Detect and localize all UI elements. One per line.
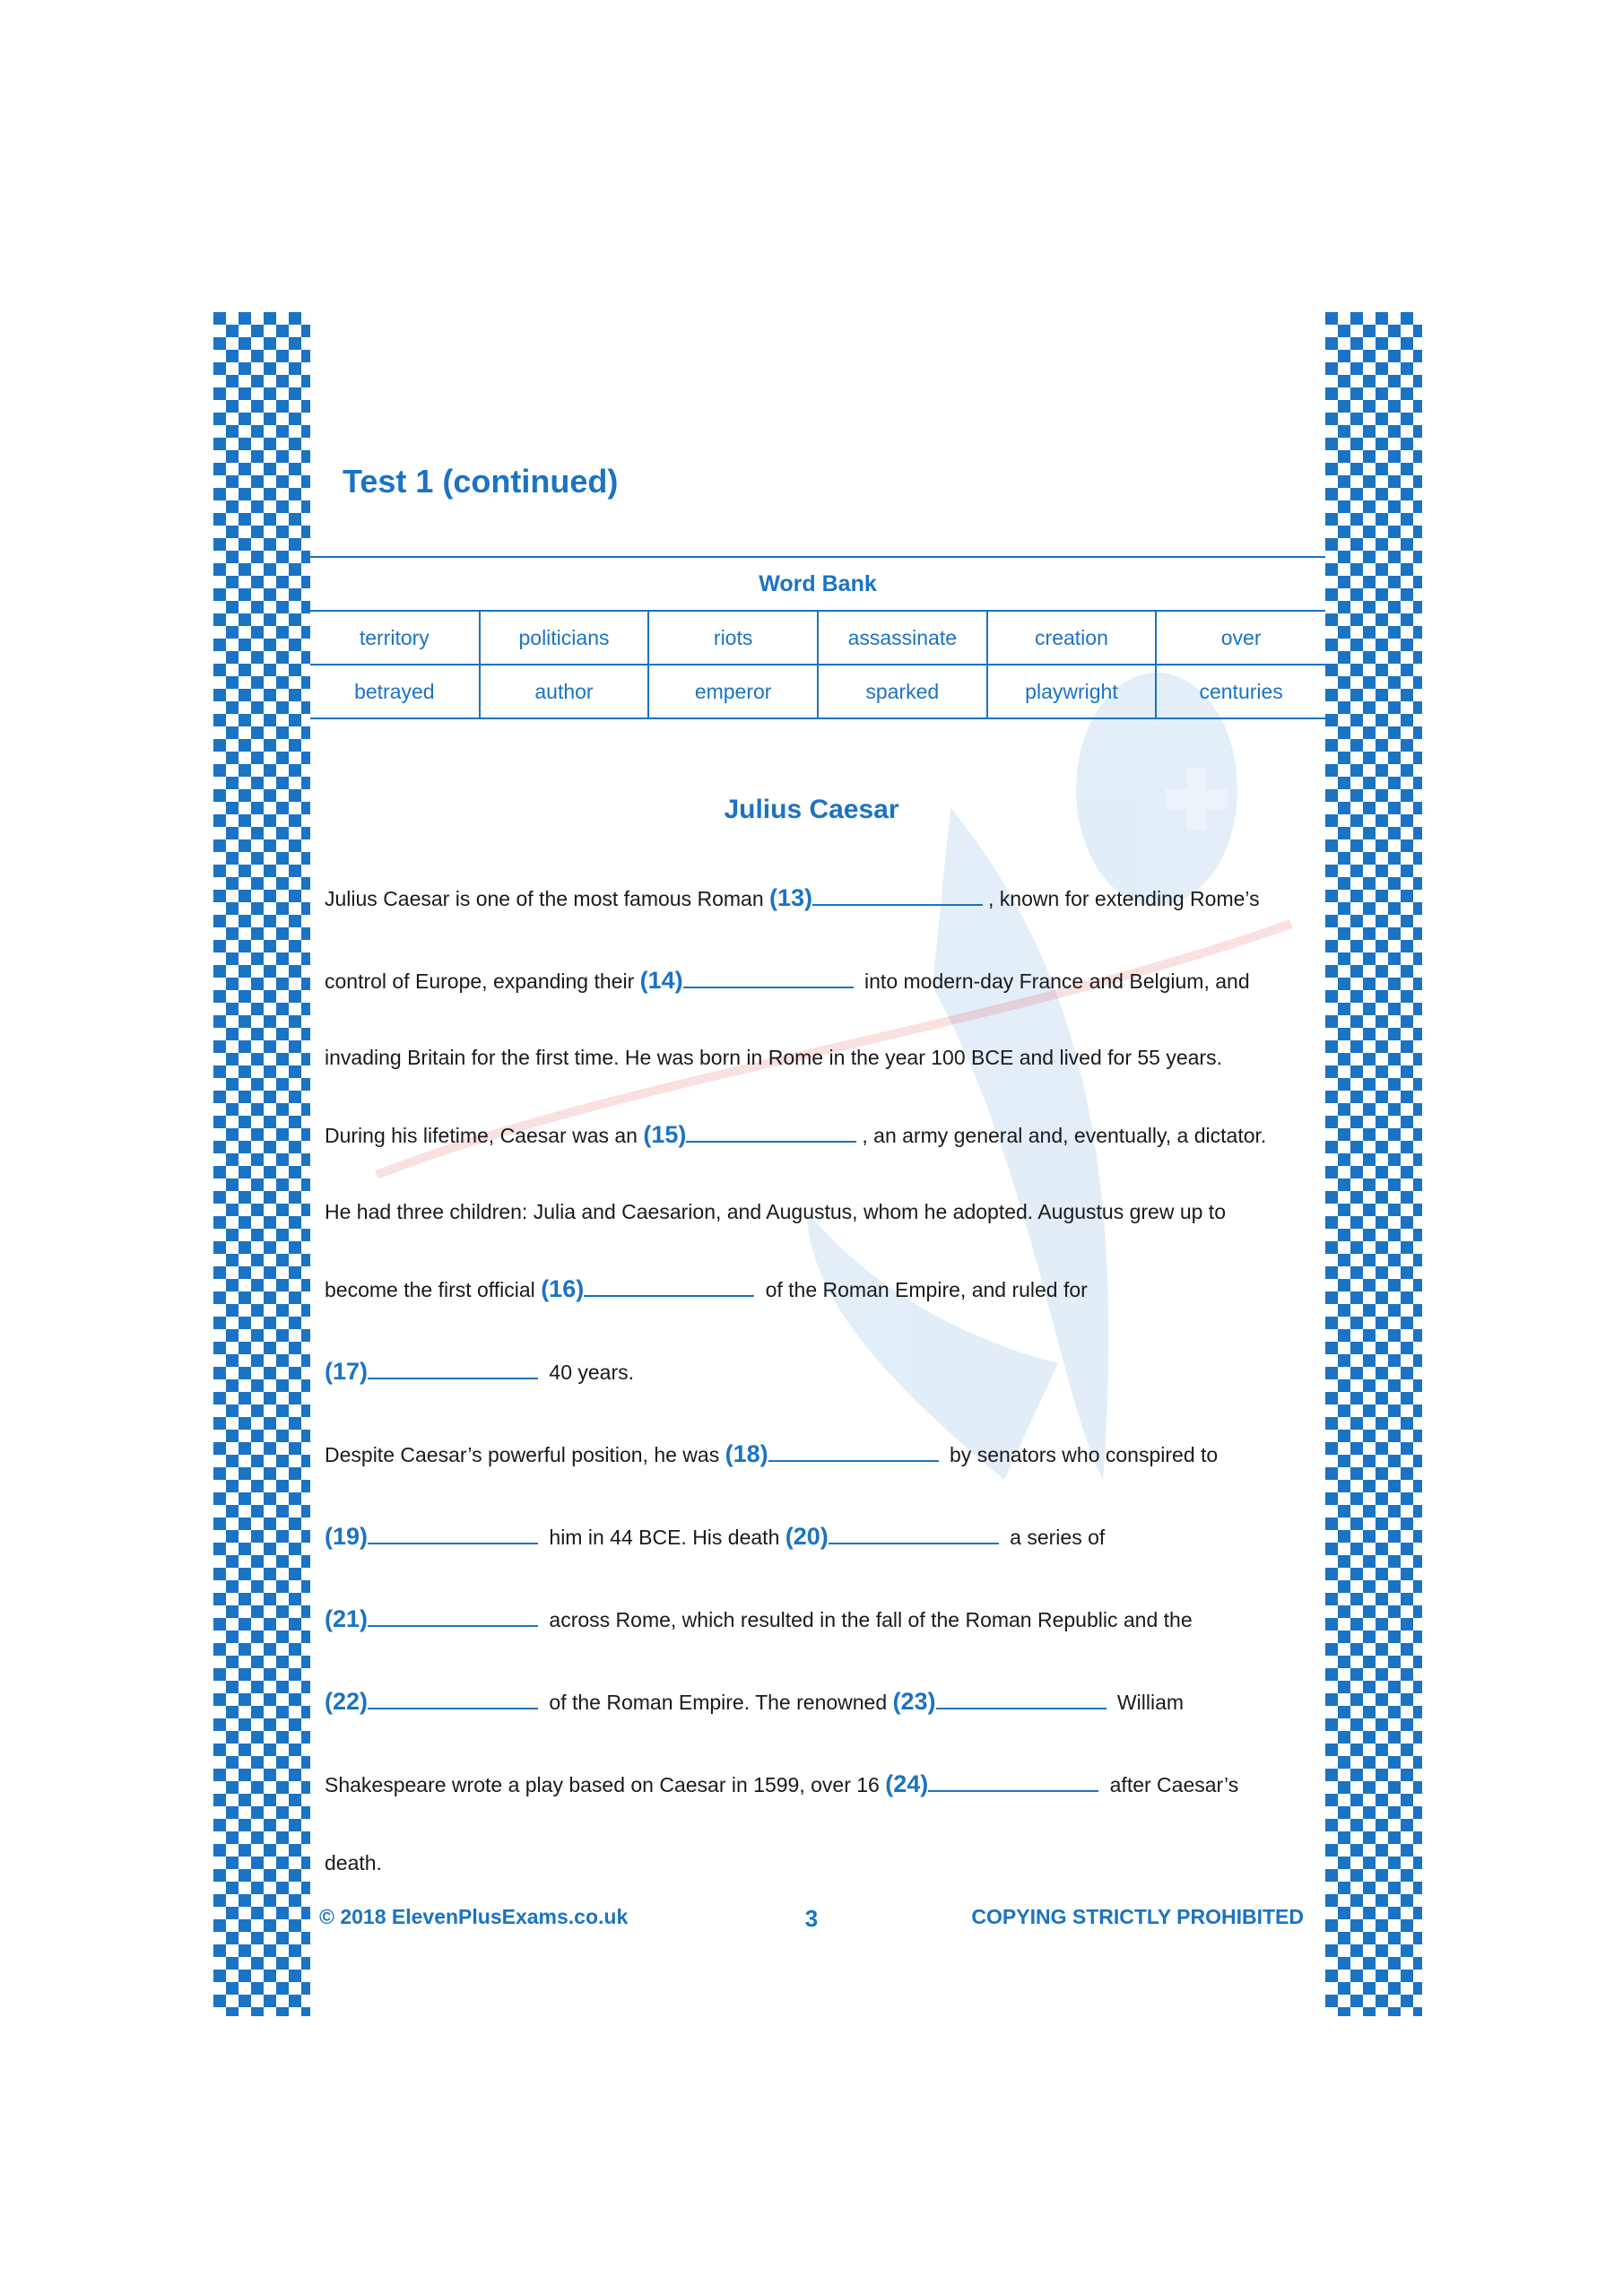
watermark-tail: [807, 1211, 1058, 1480]
passage-line: [325, 1200, 1226, 1224]
word-bank-title: Word Bank: [310, 557, 1325, 611]
word-bank-word: creation: [987, 611, 1157, 665]
passage-line: [325, 1121, 1266, 1149]
answer-blank[interactable]: [368, 1607, 538, 1627]
answer-blank[interactable]: [584, 1277, 754, 1297]
question-number: (14): [639, 967, 683, 994]
footer-page-number: 3: [804, 1905, 819, 1932]
line-text: , known for extending Rome’s: [988, 887, 1260, 910]
line-text: invading Britain for the first time. He was born in Rome in the year 100 BCE and lived for 55 years.: [325, 1046, 1222, 1069]
passage-line: [325, 1046, 1222, 1070]
decorative-border-left: [213, 312, 310, 2016]
passage-line: [325, 1358, 634, 1386]
word-bank-row: [310, 611, 1325, 665]
answer-blank[interactable]: [368, 1360, 538, 1379]
passage-line: [325, 967, 1250, 995]
question-number: (13): [769, 884, 813, 911]
line-text: a series of: [1003, 1526, 1106, 1549]
footer-copyright: © 2018 ElevenPlusExams.co.uk: [319, 1905, 629, 1928]
question-number: (24): [885, 1770, 929, 1797]
word-bank-word: territory: [310, 611, 480, 665]
passage-line: [325, 1523, 1105, 1551]
line-text: into modern-day France and Belgium, and: [858, 970, 1250, 993]
word-bank-word: over: [1156, 611, 1325, 665]
question-number: (18): [725, 1440, 768, 1467]
line-text: by senators who conspired to: [943, 1443, 1219, 1466]
word-bank-word: centuries: [1156, 665, 1325, 718]
word-bank-word: playwright: [987, 665, 1157, 718]
word-bank-row: [310, 665, 1325, 718]
word-bank-word: assassinate: [818, 611, 987, 665]
line-text: control of Europe, expanding their: [325, 970, 635, 993]
answer-blank[interactable]: [768, 1442, 939, 1462]
question-number: (22): [325, 1688, 369, 1715]
answer-blank[interactable]: [368, 1690, 538, 1709]
passage-line: [325, 1770, 1238, 1798]
line-text: him in 44 BCE. His death: [543, 1526, 780, 1549]
line-text: He had three children: Julia and Caesarion, and Augustus, whom he adopted. Augustus grew up to: [325, 1200, 1226, 1223]
answer-blank[interactable]: [829, 1525, 999, 1544]
line-text: death.: [325, 1851, 382, 1874]
line-text: , an army general and, eventually, a dictator.: [862, 1124, 1267, 1147]
word-bank-word: sparked: [818, 665, 987, 718]
question-number: (23): [892, 1688, 936, 1715]
question-number: (15): [643, 1121, 687, 1148]
passage-line: [325, 1275, 1088, 1303]
line-text: across Rome, which resulted in the fall of the Roman Republic and the: [543, 1608, 1193, 1631]
line-text: of the Roman Empire. The renowned: [543, 1691, 888, 1714]
answer-blank[interactable]: [812, 886, 983, 906]
question-number: (16): [541, 1275, 585, 1302]
line-text: Shakespeare wrote a play based on Caesar in 1599, over 16: [325, 1773, 880, 1796]
line-text: Despite Caesar’s powerful position, he was: [325, 1443, 720, 1466]
line-text: 40 years.: [543, 1361, 635, 1384]
passage-line: [325, 1440, 1218, 1468]
line-text: During his lifetime, Caesar was an: [325, 1124, 638, 1147]
answer-blank[interactable]: [928, 1772, 1098, 1792]
passage-line: [325, 1688, 1184, 1716]
line-text: William: [1111, 1691, 1185, 1714]
word-bank-word: betrayed: [310, 665, 480, 718]
word-bank-word: politicians: [480, 611, 649, 665]
word-bank-table: [310, 556, 1325, 719]
answer-blank[interactable]: [683, 969, 854, 988]
decorative-border-right: [1325, 312, 1422, 2016]
passage-line: [325, 884, 1260, 912]
answer-blank[interactable]: [368, 1525, 538, 1544]
line-text: Julius Caesar is one of the most famous Roman: [325, 887, 764, 910]
passage-title: Julius Caesar: [724, 795, 899, 824]
passage-line: [325, 1605, 1193, 1633]
line-text: of the Roman Empire, and ruled for: [759, 1278, 1088, 1301]
question-number: (21): [325, 1605, 369, 1632]
word-bank-word: author: [480, 665, 649, 718]
question-number: (19): [325, 1523, 369, 1550]
answer-blank[interactable]: [936, 1690, 1107, 1709]
line-text: after Caesar’s: [1104, 1773, 1239, 1796]
word-bank-word: riots: [648, 611, 818, 665]
question-number: (17): [325, 1358, 369, 1385]
line-text: become the first official: [325, 1278, 535, 1301]
answer-blank[interactable]: [686, 1123, 856, 1143]
footer-notice: COPYING STRICTLY PROHIBITED: [971, 1905, 1304, 1928]
question-number: (20): [785, 1523, 829, 1550]
word-bank-word: emperor: [648, 665, 818, 718]
passage-line: [325, 1851, 382, 1875]
test-heading: Test 1 (continued): [343, 463, 619, 500]
